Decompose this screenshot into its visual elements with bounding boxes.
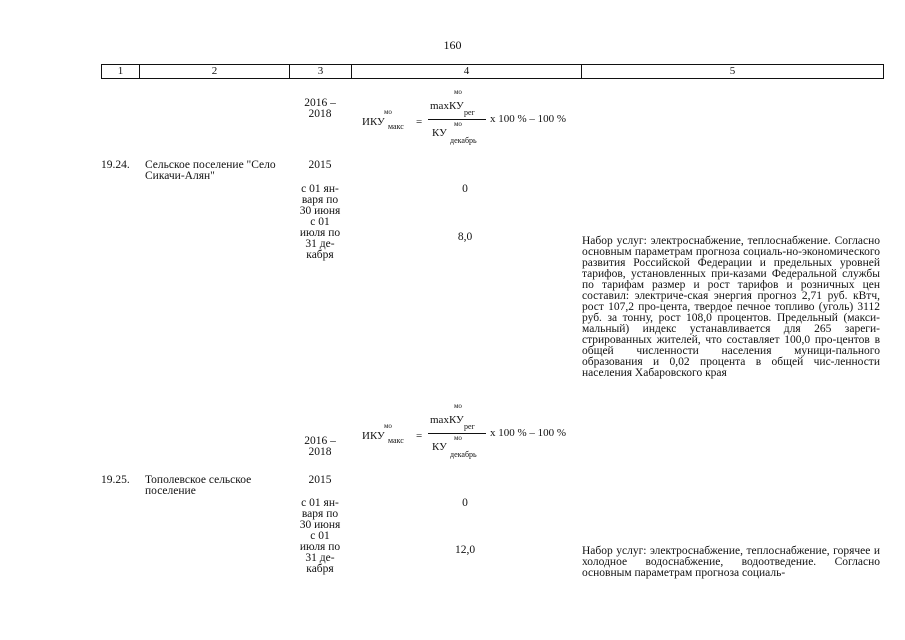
settlement-name: Тополевское сельское поселение xyxy=(145,474,252,497)
column-header-3: 3 xyxy=(290,65,352,79)
formula-num-sub: рег xyxy=(464,108,475,117)
column-header-5: 5 xyxy=(582,65,884,79)
value-second-half: 12,0 xyxy=(454,544,476,556)
formula-tail: х 100 % – 100 % xyxy=(490,427,567,439)
value-first-half: 0 xyxy=(462,497,468,509)
formula-den-sup: мо xyxy=(454,120,462,128)
formula-den-sub: декабрь xyxy=(450,136,477,145)
settlement-name: Сельское поселение "Село Сикачи-Алян" xyxy=(145,159,276,182)
period-second-half: с 01 июля по 31 де- кабря xyxy=(299,216,341,261)
formula-period: 2016 – 2018 xyxy=(304,435,336,458)
page-number: 160 xyxy=(443,38,462,52)
formula-equals: = xyxy=(416,116,423,128)
note-text: Набор услуг: электроснабжение, теплоснабжение, горячее и холодное водоснабжение, водоотведение. Согласно основным параметрам прогноза социаль- xyxy=(582,545,880,579)
column-header-2: 2 xyxy=(140,65,290,79)
year: 2015 xyxy=(308,474,332,486)
formula xyxy=(350,88,580,148)
formula-tail: х 100 % – 100 % xyxy=(490,113,567,125)
formula-lhs-sup: мо xyxy=(384,422,392,430)
value-first-half: 0 xyxy=(462,183,468,195)
formula xyxy=(350,402,580,462)
formula-lhs: ИКУ xyxy=(362,116,385,128)
formula-num-sub: рег xyxy=(464,422,475,431)
period-first-half: с 01 ян- варя по 30 июня xyxy=(299,183,341,217)
formula-lhs-sub: макс xyxy=(388,436,404,445)
formula-numerator: maxКУ xyxy=(430,100,464,112)
period-second-half: с 01 июля по 31 де- кабря xyxy=(299,530,341,575)
period-first-half: с 01 ян- варя по 30 июня xyxy=(299,497,341,531)
value-second-half: 8,0 xyxy=(457,231,473,243)
formula-num-sup: мо xyxy=(454,88,462,96)
year: 2015 xyxy=(308,159,332,171)
formula-lhs: ИКУ xyxy=(362,430,385,442)
table-header xyxy=(101,64,884,79)
formula-period: 2016 – 2018 xyxy=(304,97,336,120)
row-number: 19.25. xyxy=(101,474,130,486)
column-header-1: 1 xyxy=(102,65,140,79)
formula-denominator: КУ xyxy=(432,441,447,453)
formula-den-sub: декабрь xyxy=(450,450,477,459)
row-number: 19.24. xyxy=(101,159,130,171)
formula-equals: = xyxy=(416,430,423,442)
formula-lhs-sup: мо xyxy=(384,108,392,116)
note-text: Набор услуг: электроснабжение, теплоснабжение. Согласно основным параметрам прогноза социаль-но-экономического развития Российской Федерации и предельных уровней тарифов, установленных при-казами Федеральной службы по тарифам размер и рост тарифов и розничных цен составил: электриче-ская энергия прогноз 2,71 руб. кВтч, рост 107,2 про-цента, твердое печное топливо (уголь) 3112 руб. за тонну, рост 108,0 процентов. Предельный (макси-мальный) индекс устанавливается для 265 зареги-стрированных жителей, что составляет 100,0 про-центов в общей численности населения муници-пального образования и 0,02 процента в общей чис-ленности населения Хабаровского края xyxy=(582,235,880,379)
formula-numerator: maxКУ xyxy=(430,414,464,426)
formula-den-sup: мо xyxy=(454,434,462,442)
formula-denominator: КУ xyxy=(432,127,447,139)
column-header-4: 4 xyxy=(352,65,582,79)
formula-lhs-sub: макс xyxy=(388,122,404,131)
formula-num-sup: мо xyxy=(454,402,462,410)
